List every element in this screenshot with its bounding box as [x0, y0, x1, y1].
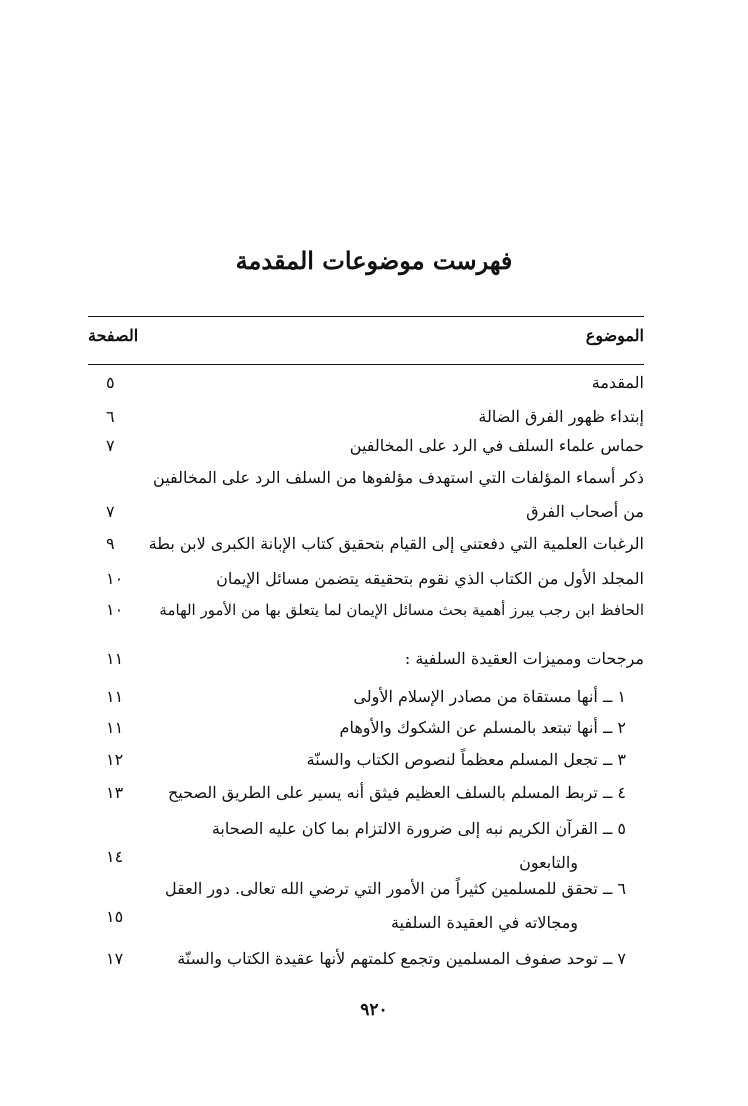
- subentry-text: ٣ ــ تجعل المسلم معظماً لنصوص الكتاب والسنّة: [306, 750, 626, 769]
- entry-page: ٧: [106, 502, 115, 521]
- header-divider: [88, 364, 644, 365]
- entry-text: الرغبات العلمية التي دفعتني إلى القيام بتحقيق كتاب الإبانة الكبرى لابن بطة: [148, 534, 644, 553]
- toc-subentry: [88, 743, 644, 777]
- subentry-text: ٦ ــ تحقق للمسلمين كثيراً من الأمور التي ترضي الله تعالى. دور العقل: [165, 879, 626, 898]
- toc-entry: [88, 429, 644, 463]
- entry-text: ذكر أسماء المؤلفات التي استهدف مؤلفوها من السلف الرد على المخالفين: [153, 468, 644, 487]
- toc-subentry: [88, 776, 644, 810]
- toc-entry: [88, 461, 644, 529]
- page-number: ٩٢٠: [360, 1000, 388, 1020]
- subentry-page: ١٢: [106, 750, 124, 769]
- header-topic: الموضوع: [585, 326, 644, 345]
- page-title: فهرست موضوعات المقدمة: [235, 246, 513, 275]
- toc-subentry: [88, 680, 644, 714]
- top-divider: [88, 316, 644, 317]
- subentry-page: ١١: [106, 718, 124, 737]
- entry-page: ١١: [106, 649, 124, 668]
- subentry-text: ٥ ــ القرآن الكريم نبه إلى ضرورة الالتزام بما كان عليه الصحابة: [211, 819, 626, 838]
- entry-page: ١٠: [106, 569, 124, 588]
- entry-text: المجلد الأول من الكتاب الذي نقوم بتحقيقه يتضمن مسائل الإيمان: [216, 569, 644, 588]
- entry-text: حماس علماء السلف في الرد على المخالفين: [349, 436, 644, 455]
- subentry-page: ١١: [106, 687, 124, 706]
- entry-text: الحافظ ابن رجب يبرز أهمية بحث مسائل الإيمان لما يتعلق بها من الأمور الهامة: [159, 601, 644, 619]
- subentry-text-continued: ومجالاته في العقيدة السلفية: [390, 913, 578, 932]
- subentry-text: ٧ ــ توحد صفوف المسلمين وتجمع كلمتهم لأنها عقيدة الكتاب والسنّة: [177, 949, 626, 968]
- entry-page: ١٠: [106, 600, 124, 619]
- toc-subentry: [88, 942, 644, 976]
- subentry-text-continued: والتابعون: [519, 853, 578, 872]
- toc-subentry: [88, 711, 644, 745]
- subentry-page: ١٤: [106, 847, 124, 866]
- subentry-text: ١ ــ أنها مستقاة من مصادر الإسلام الأولى: [353, 687, 626, 706]
- subentry-page: ١٣: [106, 783, 124, 802]
- entry-text: المقدمة: [591, 373, 644, 392]
- toc-entry: [88, 527, 644, 561]
- toc-entry: [88, 562, 644, 596]
- subentry-text: ٢ ــ أنها تبتعد بالمسلم عن الشكوك والأوهام: [339, 718, 626, 737]
- table-header: [88, 326, 644, 354]
- toc-entry: [88, 593, 644, 627]
- toc-subentry: [88, 812, 644, 880]
- entry-text: إبتداء ظهور الفرق الضالة: [478, 407, 644, 426]
- subentry-text: ٤ ــ تربط المسلم بالسلف العظيم فيثق أنه يسير على الطريق الصحيح: [167, 783, 626, 802]
- entry-page: ٧: [106, 436, 115, 455]
- subentry-page: ١٥: [106, 907, 124, 926]
- toc-subentry: [88, 872, 644, 940]
- subentry-page: ١٧: [106, 949, 124, 968]
- toc-entry: [88, 366, 644, 400]
- entry-text-continued: من أصحاب الفرق: [526, 502, 644, 521]
- header-page: الصفحة: [88, 326, 139, 345]
- entry-page: ٦: [106, 407, 115, 426]
- entry-page: ٥: [106, 373, 115, 392]
- toc-entry: [88, 642, 644, 676]
- entry-page: ٩: [106, 534, 115, 553]
- entry-text: مرجحات ومميزات العقيدة السلفية :: [404, 649, 644, 668]
